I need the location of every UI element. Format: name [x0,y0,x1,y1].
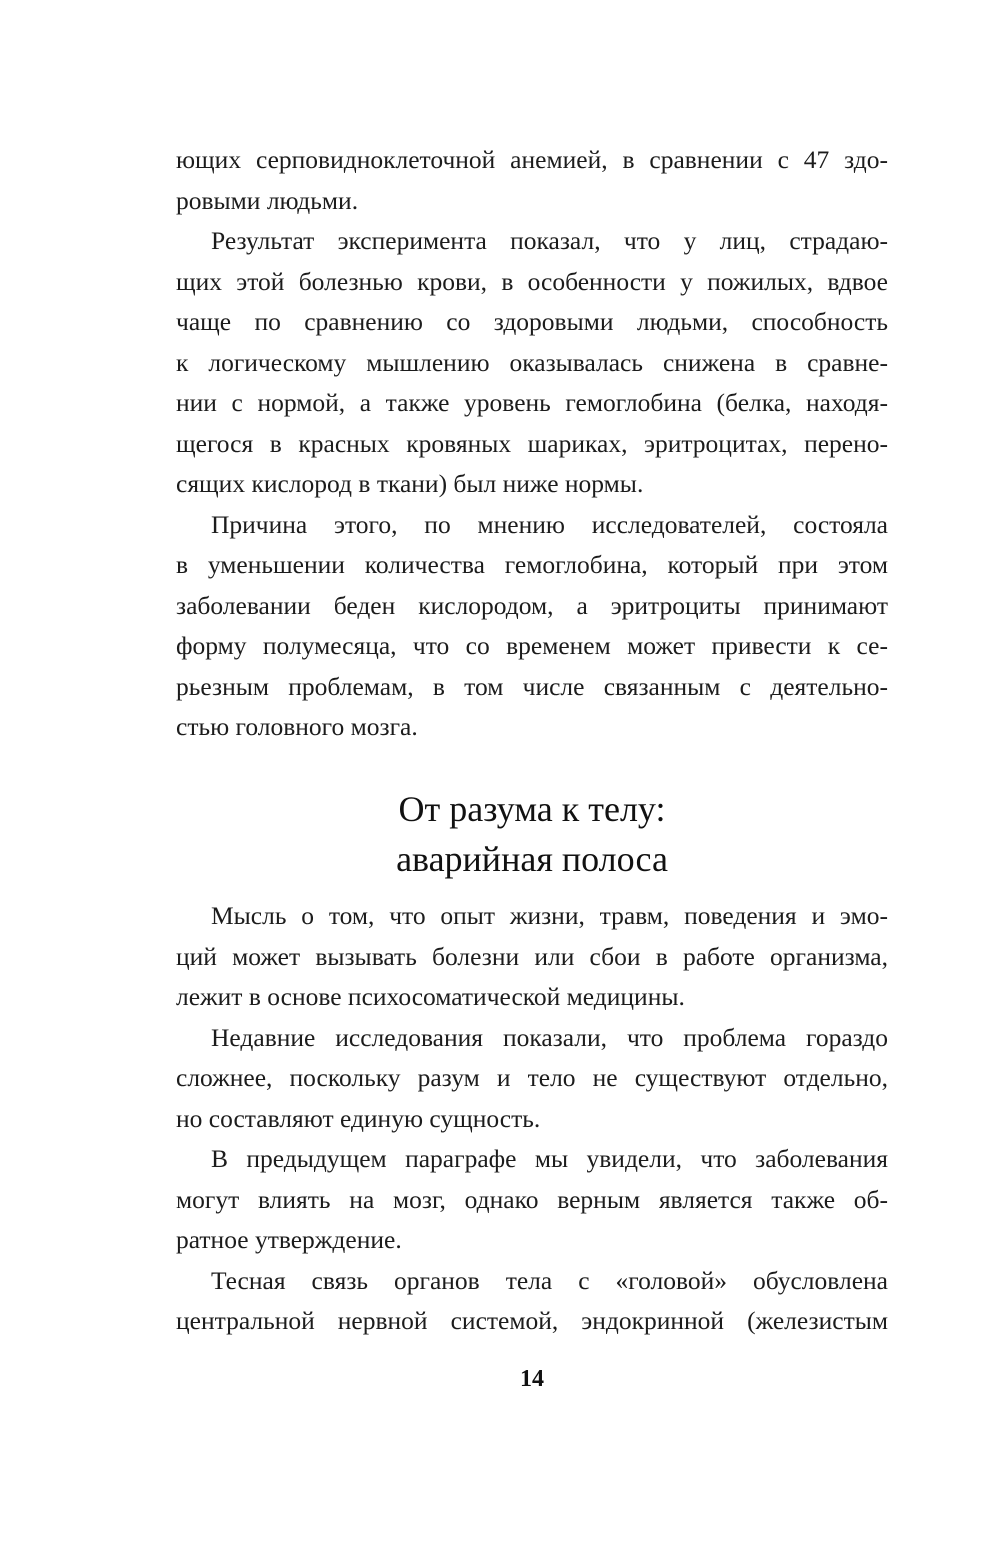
text-line: сящих кислород в ткани) был ниже нормы. [176,469,644,498]
text-line: форму полумесяца, что со временем может привести к се- [176,631,888,660]
section-heading-line: От разума к телу: [398,789,666,829]
text-line: стью головного мозга. [176,712,418,741]
text-line: в уменьшении количества гемоглобина, который при этом [176,550,888,579]
text-line: лежит в основе психосоматической медицины. [176,982,685,1011]
section-heading [176,784,888,884]
text-line: ратное утверждение. [176,1225,402,1254]
text-line: рьезным проблемам, в том числе связанным с деятельно- [176,671,888,701]
text-line: центральной нервной системой, эндокринной (железистым [176,1306,888,1335]
section-heading-line: аварийная полоса [396,839,668,879]
body-text-top [176,140,888,748]
text-line: Тесная связь органов тела с «головой» обусловлена [211,1265,888,1295]
text-line: чаще по сравнению со здоровыми людьми, способность [176,307,888,336]
text-line: ровыми людьми. [176,185,359,215]
text-line: ющих серповидноклеточной анемией, в сравнении с 47 здо- [176,145,888,174]
text-line: щегося в красных кровяных шариках, эритроцитах, перено- [176,428,888,458]
text-line: но составляют единую сущность. [176,1103,541,1133]
body-text-bottom [176,896,888,1342]
page-number: 14 [520,1366,544,1392]
text-line: заболевании беден кислородом, а эритроциты принимают [176,590,888,620]
text-line: ций может вызывать болезни или сбои в работе организма, [176,941,888,971]
text-line: сложнее, поскольку разум и тело не существуют отдельно, [176,1063,888,1092]
text-line: В предыдущем параграфе мы увидели, что заболевания [211,1144,888,1173]
text-line: могут влиять на мозг, однако верным является также об- [176,1184,888,1214]
text-line: к логическому мышлению оказывалась снижена в сравне- [176,347,888,377]
text-line: Результат эксперимента показал, что у лиц, страдаю- [211,226,888,255]
text-line: Недавние исследования показали, что проблема гораздо [211,1022,888,1052]
text-line: щих этой болезнью крови, в особенности у пожилых, вдвое [176,266,888,296]
text-line: Причина этого, по мнению исследователей, состояла [211,509,888,539]
text-line: нии с нормой, а также уровень гемоглобина (белка, находя- [176,388,888,417]
text-line: Мысль о том, что опыт жизни, травм, поведения и эмо- [211,901,888,930]
